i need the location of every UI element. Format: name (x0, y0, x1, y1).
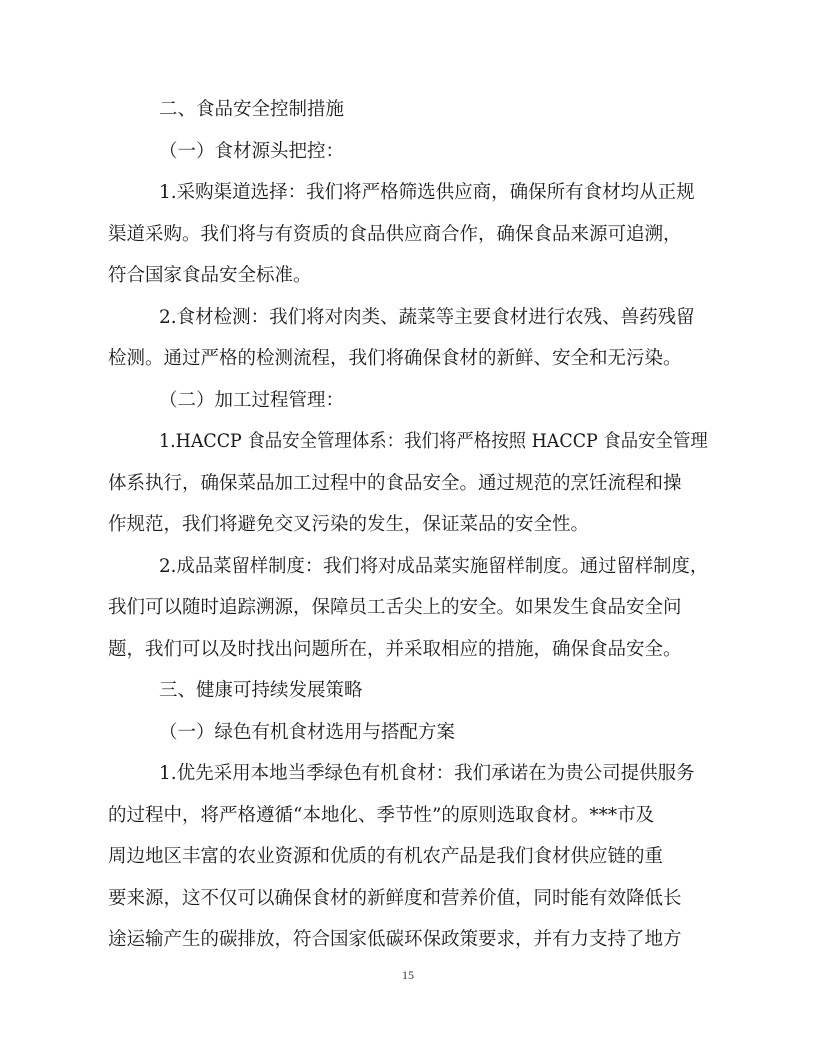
paragraph-line: 的过程中，将严格遵循“本地化、季节性”的原则选取食材。***市及 (108, 805, 655, 826)
paragraph-line: 符合国家食品安全标准。 (108, 265, 312, 286)
paragraph-line: 2.成品菜留样制度：我们将对成品菜实施留样制度。通过留样制度， (159, 556, 709, 577)
paragraph-line: 体系执行，确保菜品加工过程中的食品安全。通过规范的烹饪流程和操 (108, 473, 682, 494)
paragraph-line: 作规范，我们将避免交叉污染的发生，保证菜品的安全性。 (108, 514, 590, 535)
subsection-heading-process-management: （二）加工过程管理： (159, 390, 345, 411)
section-heading-sustainable-development: 三、健康可持续发展策略 (159, 680, 363, 701)
subsection-heading-green-organic: （一）绿色有机食材选用与搭配方案 (159, 722, 456, 743)
subsection-heading-source-control: （一）食材源头把控： (159, 141, 345, 162)
paragraph-line: 渠道采购。我们将与有资质的食品供应商合作，确保食品来源可追溯， (108, 224, 682, 245)
paragraph-line: 1.优先采用本地当季绿色有机食材：我们承诺在为贵公司提供服务 (159, 763, 695, 784)
paragraph-line: 1.采购渠道选择：我们将严格筛选供应商，确保所有食材均从正规 (159, 182, 695, 203)
paragraph-line: 我们可以随时追踪溯源，保障员工舌尖上的安全。如果发生食品安全问 (108, 597, 682, 618)
paragraph-line: 途运输产生的碳排放，符合国家低碳环保政策要求，并有力支持了地方 (108, 929, 682, 950)
paragraph-line: 1.HACCP 食品安全管理体系：我们将严格按照 HACCP 食品安全管理 (159, 431, 708, 452)
paragraph-line: 检测。通过严格的检测流程，我们将确保食材的新鲜、安全和无污染。 (108, 348, 682, 369)
paragraph-line: 要来源，这不仅可以确保食材的新鲜度和营养价值，同时能有效降低长 (108, 888, 682, 909)
page-number: 15 (402, 968, 414, 982)
paragraph-line: 题，我们可以及时找出问题所在，并采取相应的措施，确保食品安全。 (108, 639, 682, 660)
paragraph-line: 周边地区丰富的农业资源和优质的有机农产品是我们食材供应链的重 (108, 846, 664, 867)
paragraph-line: 2.食材检测：我们将对肉类、蔬菜等主要食材进行农残、兽药残留 (159, 307, 695, 328)
section-heading-food-safety: 二、食品安全控制措施 (159, 99, 345, 120)
